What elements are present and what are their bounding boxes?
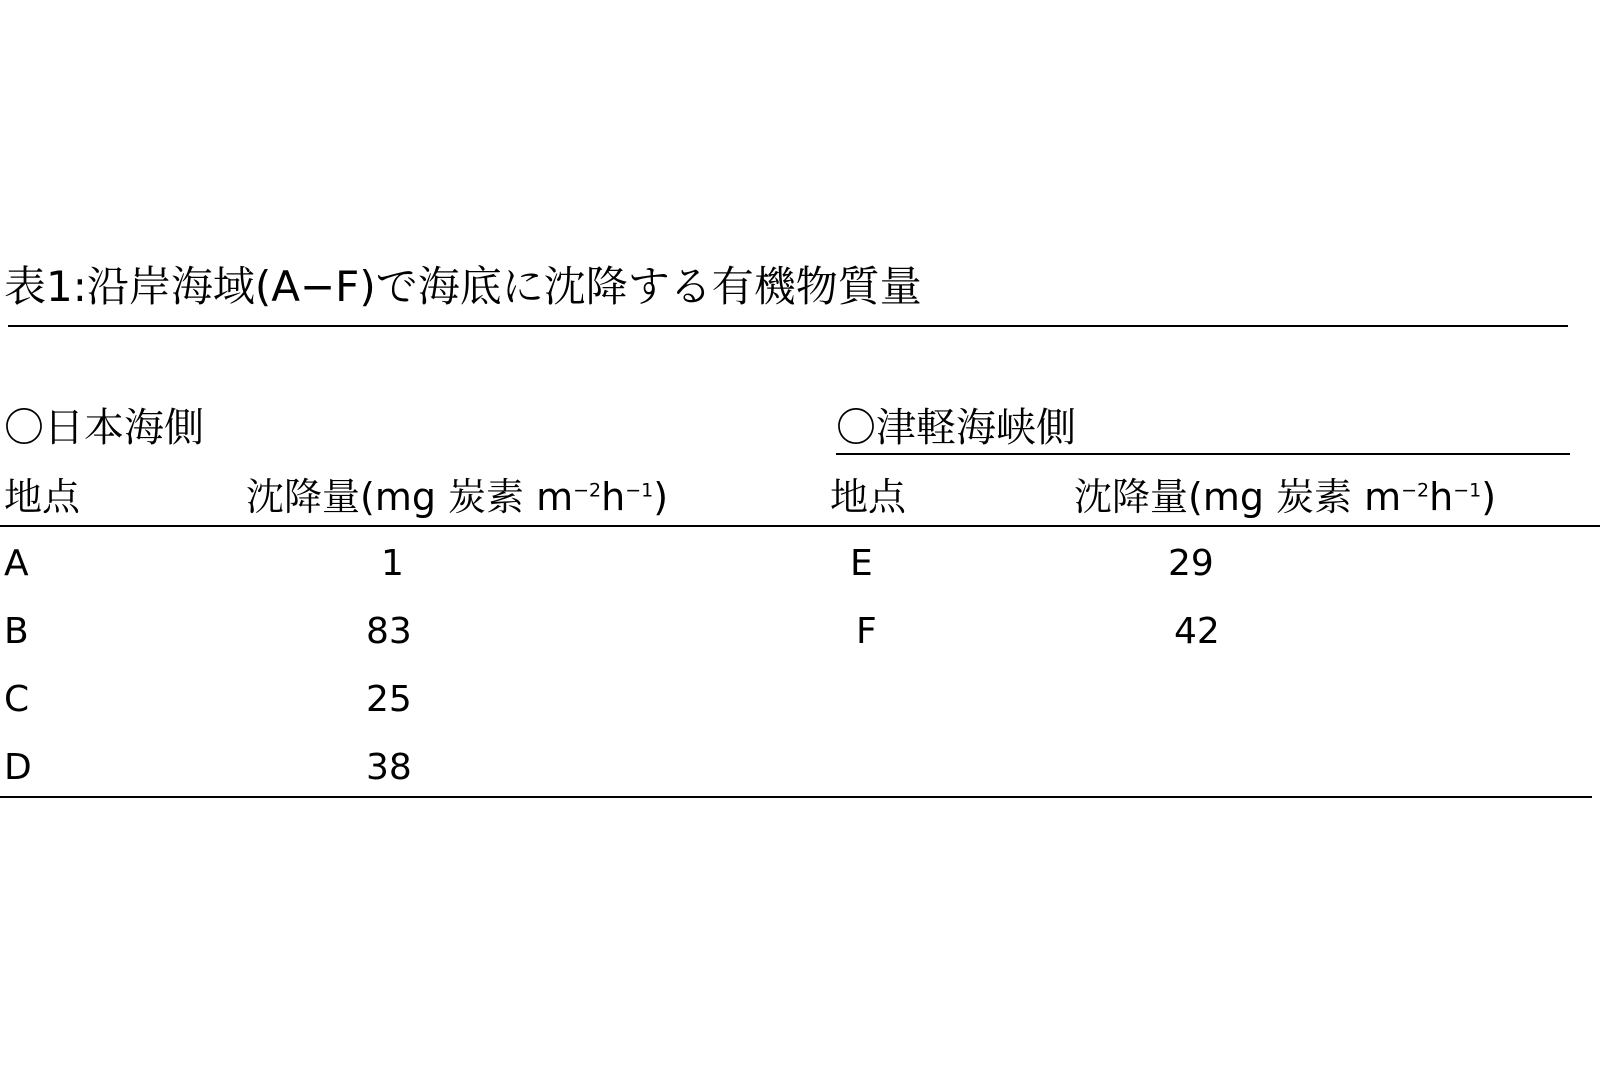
column-header-amount-sup: −2 (573, 479, 602, 502)
column-header-amount-prefix: 沈降量(mg 炭素 m (1074, 475, 1402, 519)
column-header-amount-suffix: ) (653, 475, 669, 519)
table-row-value: 25 (366, 679, 412, 720)
table-title: 表1:沿岸海域(A−F)で海底に沈降する有機物質量 (4, 262, 922, 311)
column-header-amount-suffix: ) (1481, 475, 1497, 519)
column-header-amount-sup: −1 (625, 479, 654, 502)
table-row-value: 29 (1168, 543, 1214, 584)
column-header-amount-sup: −1 (1453, 479, 1482, 502)
table-row-value: 83 (366, 611, 412, 652)
column-header-amount-sup: −2 (1401, 479, 1430, 502)
title-underline (8, 325, 1568, 327)
section-heading-tsugaru-strait: 〇津軽海峡側 (836, 405, 1076, 451)
column-header-amount (246, 475, 669, 519)
column-header-amount (1074, 475, 1497, 519)
table-row-site: F (856, 611, 877, 652)
column-header-amount-mid: h (1429, 475, 1454, 519)
table-row-value: 38 (366, 747, 412, 788)
header-rule (0, 525, 1600, 527)
column-header-amount-mid: h (601, 475, 626, 519)
table-row-value: 42 (1174, 611, 1220, 652)
table-row-site: C (4, 679, 30, 720)
table-row-site: E (850, 543, 873, 584)
section-heading-japan-sea: 〇日本海側 (4, 405, 204, 451)
section-rule (836, 453, 1570, 455)
table-row-site: A (4, 543, 29, 584)
table-row-site: B (4, 611, 29, 652)
column-header-site: 地点 (830, 475, 907, 519)
column-header-amount-prefix: 沈降量(mg 炭素 m (246, 475, 574, 519)
table-bottom-rule (0, 796, 1592, 798)
table-row-site: D (4, 747, 32, 788)
column-header-site: 地点 (4, 475, 81, 519)
table-row-value: 1 (381, 543, 404, 584)
